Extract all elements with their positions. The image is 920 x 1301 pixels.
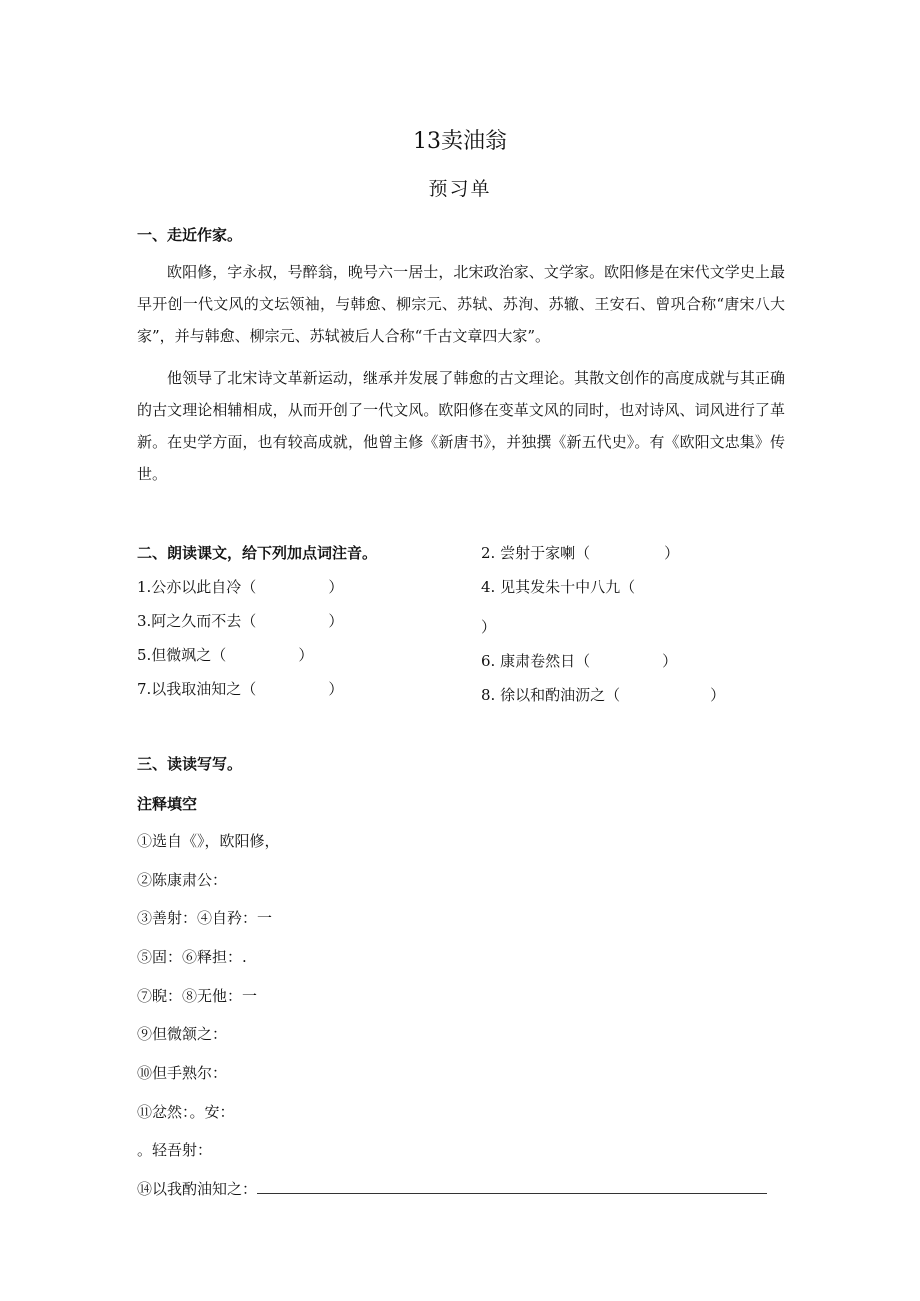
note-9: ⑨但微颔之： xyxy=(137,1025,228,1043)
pinyin-item-3 xyxy=(137,610,343,631)
pinyin-item-6-close: ） xyxy=(662,652,678,670)
pinyin-item-6 xyxy=(481,650,677,671)
note-2: ②陈康肃公： xyxy=(137,871,228,889)
note-1: ①选自《》，欧阳修， xyxy=(137,832,280,850)
pinyin-item-8-close: ） xyxy=(710,686,726,704)
pinyin-item-3-question: 3.阿之久而不去（ xyxy=(137,612,257,630)
note-14 xyxy=(137,1178,767,1199)
pinyin-item-5-question: 5.但微飒之（ xyxy=(137,646,227,664)
pinyin-item-5 xyxy=(137,644,313,665)
pinyin-item-4-question: 4. 见其发朱十中八九（ xyxy=(481,578,636,596)
section3-subheading: 注释填空 xyxy=(137,795,198,813)
section1-paragraph-1: 欧阳修，字永叔，号醉翁，晚号六一居士，北宋政治家、文学家。欧阳修是在宋代文学史上最早开创一代文风的文坛领袖，与韩愈、柳宗元、苏轼、苏洵、苏辙、王安石、曾巩合称“唐宋八大家”，并与韩愈、柳宗元、苏轼被后人合称“千古文章四大家”。 xyxy=(137,263,785,345)
pinyin-item-6-question: 6. 康肃卷然日（ xyxy=(481,652,591,670)
pinyin-item-4-close: ） xyxy=(481,618,497,636)
pinyin-item-4 xyxy=(481,576,635,597)
pinyin-item-2 xyxy=(481,542,679,563)
pinyin-item-8 xyxy=(481,684,725,705)
note-14-label: ⑭以我酌油知之： xyxy=(137,1180,258,1198)
note-7-8: ⑦睨：⑧无他：一 xyxy=(137,987,258,1005)
section1-paragraph-2: 他领导了北宋诗文革新运动，继承并发展了韩愈的古文理论。其散文创作的高度成就与其正确的古文理论相辅相成，从而开创了一代文风。欧阳修在变革文风的同时，也对诗风、词风进行了革新。在史学方面，也有较高成就，他曾主修《新唐书》，并独撰《新五代史》。有《欧阳文忠集》传世。 xyxy=(137,369,785,483)
pinyin-item-7 xyxy=(137,678,343,699)
document-subtitle: 预习单 xyxy=(428,178,492,200)
pinyin-item-1-close: ） xyxy=(328,578,344,596)
pinyin-item-2-close: ） xyxy=(664,544,680,562)
pinyin-item-7-question: 7.以我取油知之（ xyxy=(137,680,257,698)
pinyin-item-1-question: 1.公亦以此自冷（ xyxy=(137,578,257,596)
note-13: 。轻吾射： xyxy=(137,1141,213,1159)
pinyin-item-5-close: ） xyxy=(298,646,314,664)
pinyin-item-8-question: 8. 徐以和酌油沥之（ xyxy=(481,686,621,704)
section3-heading: 三、读读写写。 xyxy=(137,755,243,773)
pinyin-item-1 xyxy=(137,576,343,597)
note-11: ⑪忿然：。安： xyxy=(137,1103,235,1121)
pinyin-item-3-close: ） xyxy=(328,612,344,630)
section1-heading: 一、走近作家。 xyxy=(137,226,243,244)
note-3-4: ③善射：④自矜：一 xyxy=(137,909,273,927)
document-title: 13卖油翁 xyxy=(413,129,507,154)
answer-line[interactable] xyxy=(257,1179,767,1194)
note-5-6: ⑤固：⑥释担：. xyxy=(137,948,247,966)
pinyin-item-2-question: 2. 尝射于家喇（ xyxy=(481,544,591,562)
pinyin-item-7-close: ） xyxy=(328,680,344,698)
note-10: ⑩但手熟尔： xyxy=(137,1064,228,1082)
section2-heading: 二、朗读课文，给下列加点词注音。 xyxy=(137,544,378,562)
